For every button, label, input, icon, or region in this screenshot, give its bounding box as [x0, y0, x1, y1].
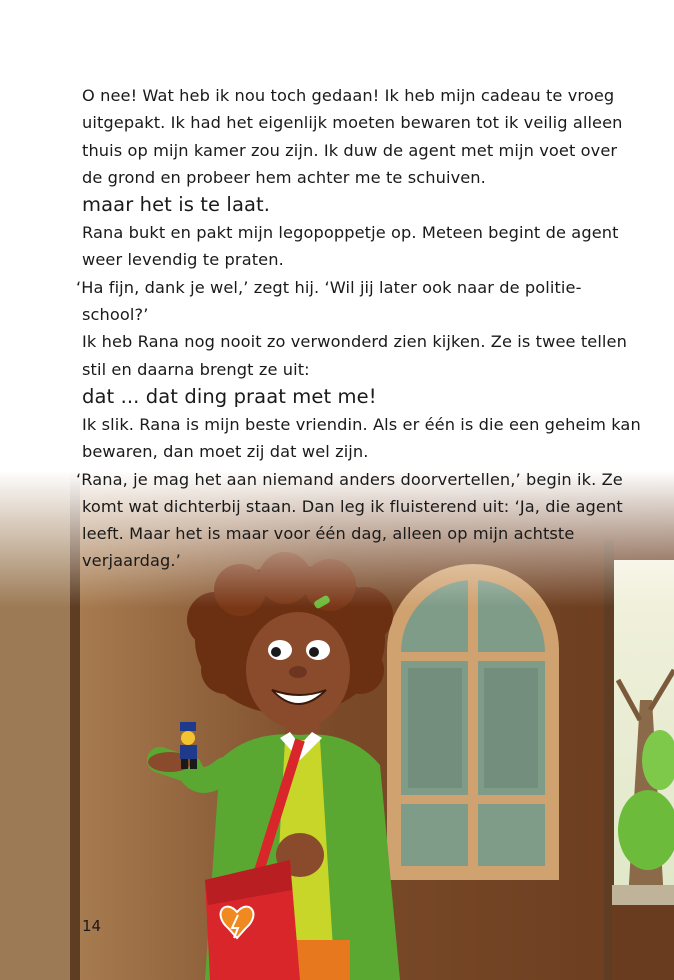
paragraph-4: ‘Ha fijn, dank je wel,’ zegt hij. ‘Wil jij later ook naar de politie-school?’ [76, 277, 582, 325]
paragraph-1: O nee! Wat heb ik nou toch gedaan! Ik heb mijn cadeau te vroeg uitgepakt. Ik had het eigenlijk moeten bewaren tot ik veilig alleen thuis op mijn kamer zou zijn. Ik duw de agent met mijn voet over de grond en probeer hem achter me te schuiven. [82, 86, 623, 187]
paragraph-3: Rana bukt en pakt mijn legopoppetje op. Meteen begint de agent weer levendig te praten. [82, 223, 619, 270]
story-text [76, 82, 642, 575]
paragraph-2: maar het is te laat. [82, 193, 271, 217]
paragraph-5: Ik heb Rana nog nooit zo verwonderd zien kijken. Ze is twee tellen stil en daarna brengt ze uit: [82, 332, 627, 379]
paragraph-6: dat ... dat ding praat met me! [82, 384, 377, 408]
page-number: 14 [82, 917, 102, 935]
paragraph-8: ‘Rana, je mag het aan niemand anders doorvertellen,’ begin ik. Ze komt wat dichterbij staan. Dan leg ik fluisterend uit: ‘Ja, die agent leeft. Maar het is maar voor één dag, alleen op mijn achtste verjaardag.’ [76, 469, 623, 571]
paragraph-7: Ik slik. Rana is mijn beste vriendin. Als er één is die een geheim kan bewaren, dan moet zij dat wel zijn. [82, 414, 641, 462]
